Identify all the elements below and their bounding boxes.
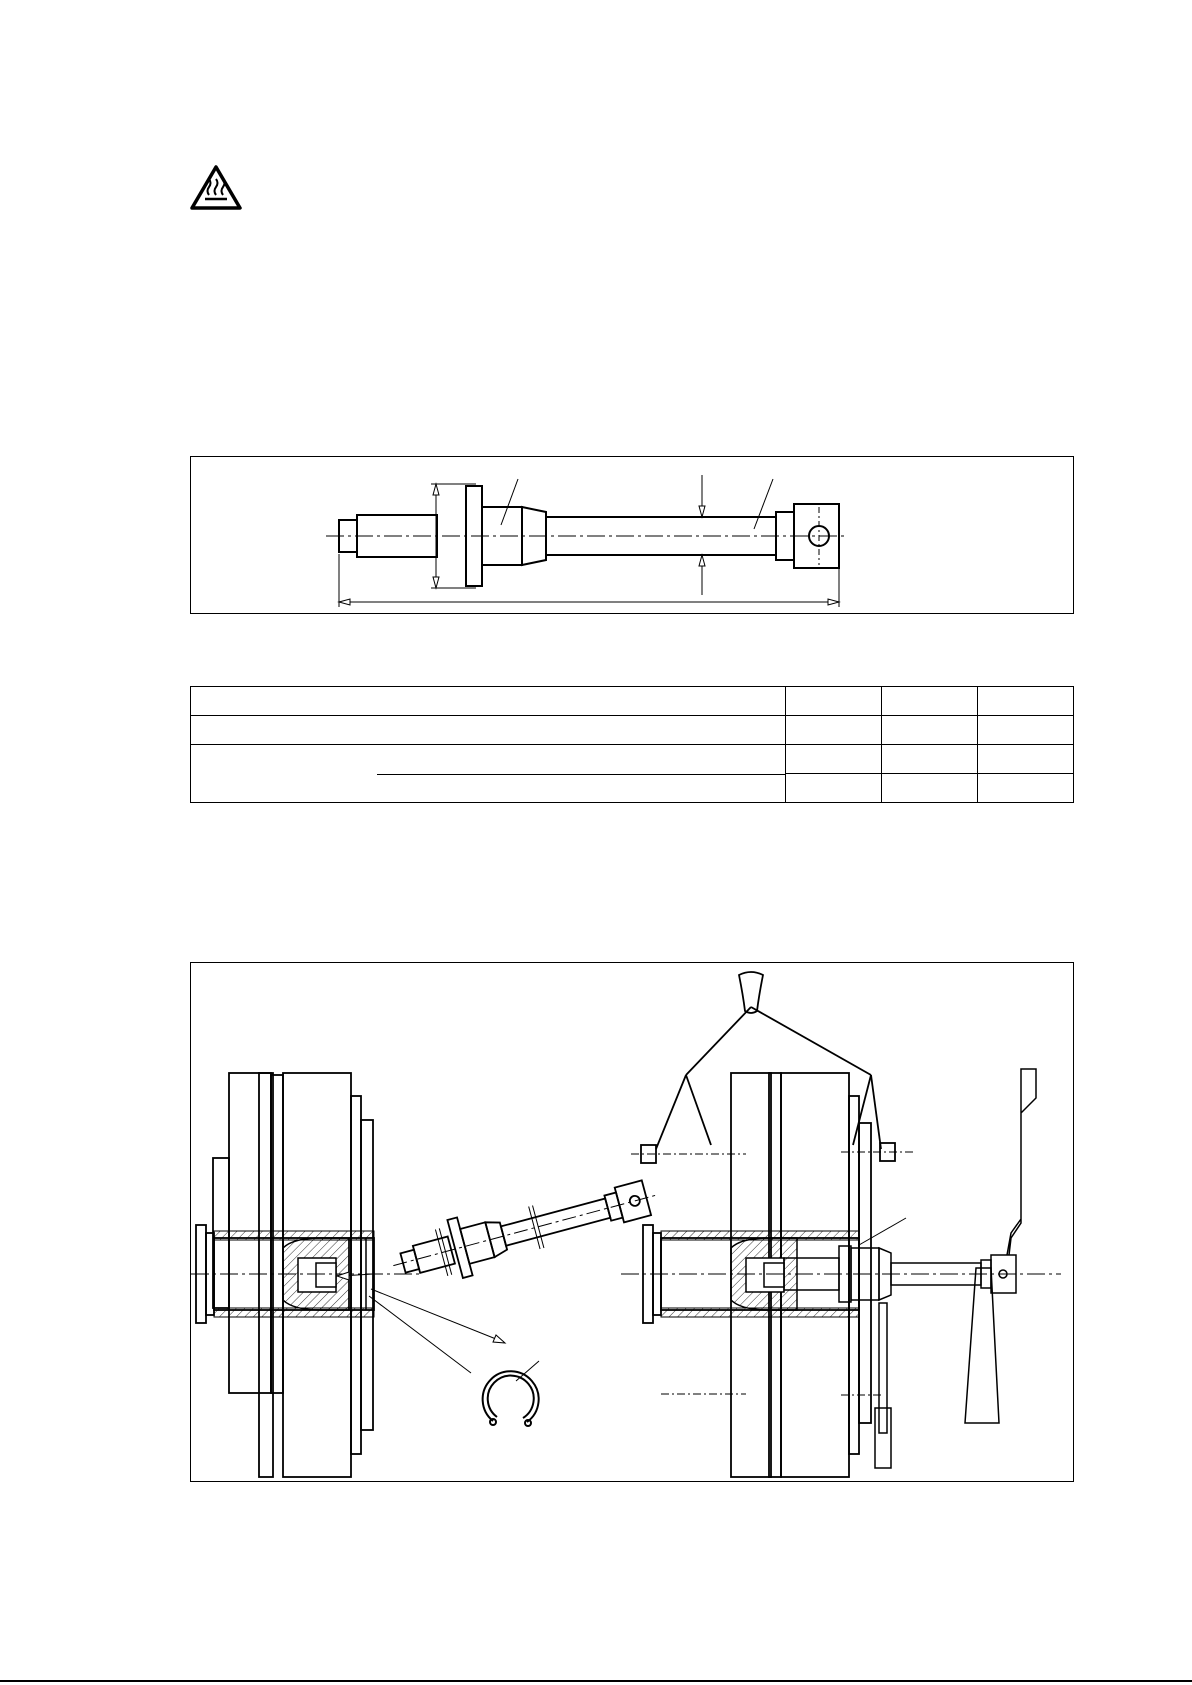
table-cell — [882, 774, 978, 803]
table-cell — [191, 745, 786, 803]
hot-surface-warning-icon — [190, 165, 242, 210]
tool-figure — [190, 456, 1074, 614]
table-cell — [978, 774, 1074, 803]
table-cell — [786, 774, 882, 803]
specification-table — [190, 686, 1074, 803]
table-cell — [882, 716, 978, 745]
table-cell — [191, 687, 786, 716]
table-cell — [786, 745, 882, 774]
table-cell — [786, 716, 882, 745]
table-row — [191, 745, 1074, 774]
footer-rule — [0, 1680, 1192, 1682]
table-cell — [882, 745, 978, 774]
table-cell — [978, 716, 1074, 745]
table-cell — [978, 745, 1074, 774]
assembly-figure — [190, 962, 1074, 1482]
table-cell — [978, 687, 1074, 716]
table-cell — [786, 687, 882, 716]
table-cell — [191, 716, 786, 745]
table-row — [191, 687, 1074, 716]
table-row — [191, 716, 1074, 745]
table-cell — [882, 687, 978, 716]
